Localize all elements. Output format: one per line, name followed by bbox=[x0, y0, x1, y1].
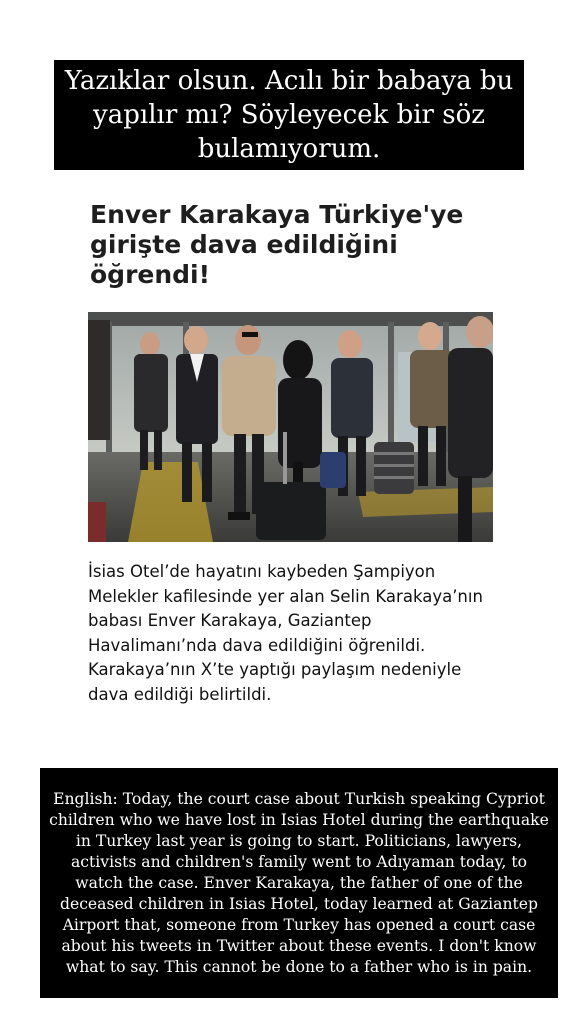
article-photo bbox=[88, 312, 493, 542]
story-caption-bottom bbox=[40, 768, 558, 998]
story-caption-top bbox=[54, 60, 524, 170]
story-caption-top-text: Yazıklar olsun. Acılı bir babaya bu yapılır mı? Söyleyecek bir söz bulamıyorum. bbox=[64, 66, 514, 164]
story-caption-bottom-text: English: Today, the court case about Turkish speaking Cypriot children who we have lost in Isias Hotel during the earthquake in Turkey last year is going to start. Politicians, lawyers, activists and children's family went to Adıyaman today, to watch the case. Enver Karakaya, the father of one of the deceased children in Isias Hotel, today learned at Gaziantep Airport that, someone from Turkey has opened a court case about his tweets in Twitter about these events. I don't know what to say. This cannot be done to a father who is in pain. bbox=[49, 789, 549, 976]
article-headline: Enver Karakaya Türkiye'ye girişte dava edildiğini öğrendi! bbox=[90, 200, 464, 289]
article-body: İsias Otel’de hayatını kaybeden Şampiyon Melekler kafilesinde yer alan Selin Karakaya’nın babası Enver Karakaya, Gaziantep Havalimanı’nda dava edildiğini öğrenildi. Karakaya’nın X’te yaptığı paylaşım nedeniyle dava edildiği belirtildi. bbox=[88, 562, 483, 704]
news-article-card bbox=[68, 182, 510, 748]
